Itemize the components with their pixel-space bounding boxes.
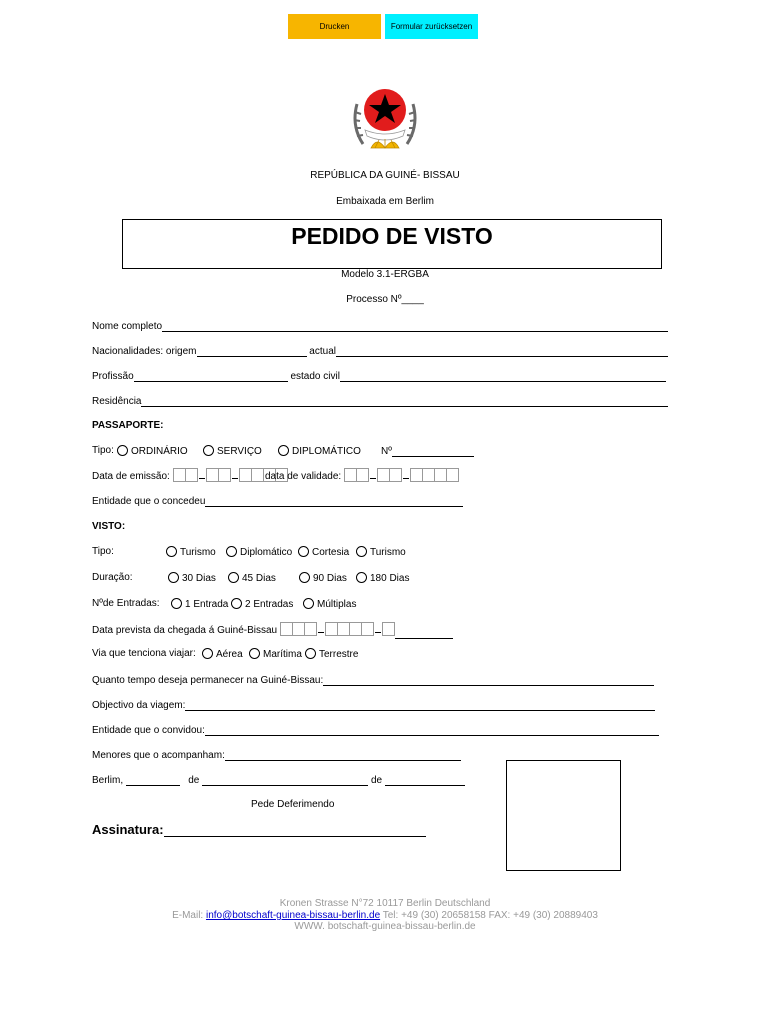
visa-type-turismo-2[interactable]: Turismo bbox=[356, 546, 406, 558]
route-aerea[interactable]: Aérea bbox=[202, 648, 243, 660]
visa-type-label: Tipo: bbox=[92, 546, 114, 557]
entries-multiple[interactable]: Múltiplas bbox=[303, 598, 356, 610]
entries-label: Nºde Entradas: bbox=[92, 598, 160, 609]
email-link[interactable]: info@botschaft-guinea-bissau-berlin.de bbox=[205, 910, 381, 921]
request-note: Pede Deferimendo bbox=[251, 799, 335, 810]
duration-30[interactable]: 30 Dias bbox=[168, 572, 216, 584]
footer-website: WWW. botschaft-guinea-bissau-berlin.de bbox=[294, 921, 476, 932]
full-name-field[interactable]: Nome completo bbox=[92, 320, 668, 332]
footer-address: Kronen Strasse N°72 10117 Berlin Deutschland bbox=[279, 898, 491, 909]
stay-duration-field[interactable]: Quanto tempo deseja permanecer na Guiné-Bissau: bbox=[92, 674, 654, 686]
print-button[interactable]: Drucken bbox=[288, 14, 381, 39]
signature-field[interactable]: Assinatura: bbox=[92, 822, 426, 837]
entries-2[interactable]: 2 Entradas bbox=[231, 598, 293, 610]
page-title: PEDIDO DE VISTO bbox=[291, 223, 493, 249]
duration-180[interactable]: 180 Dias bbox=[356, 572, 409, 584]
issue-date-field[interactable]: Data de emissão: bbox=[92, 468, 288, 485]
residence-field[interactable]: Residência bbox=[92, 395, 668, 407]
place-date-field[interactable]: Berlim, de de bbox=[92, 774, 465, 786]
visa-heading: VISTO: bbox=[92, 521, 126, 532]
route-terrestre[interactable]: Terrestre bbox=[305, 648, 358, 660]
passport-heading: PASSAPORTE: bbox=[92, 420, 164, 431]
photo-box bbox=[506, 760, 621, 871]
coat-of-arms-icon bbox=[345, 86, 425, 165]
passport-type-diplomatico[interactable]: DIPLOMÁTICO bbox=[278, 445, 361, 457]
passport-number-field[interactable]: Nº bbox=[381, 445, 474, 457]
visa-type-turismo[interactable]: Turismo bbox=[166, 546, 216, 558]
profession-row[interactable]: Profissão estado civil bbox=[92, 370, 666, 382]
issuing-authority-field[interactable]: Entidade que o concedeu bbox=[92, 495, 463, 507]
footer-contact: E-Mail: info@botschaft-guinea-bissau-berlin.de Tel: +49 (30) 20658158 FAX: +49 (30) 20889403 bbox=[172, 910, 598, 921]
republic-heading: REPÚBLICA DA GUINÉ- BISSAU bbox=[310, 170, 460, 181]
duration-label: Duração: bbox=[92, 572, 133, 583]
expiry-date-field[interactable]: data de validade: bbox=[265, 468, 459, 485]
duration-45[interactable]: 45 Dias bbox=[228, 572, 276, 584]
accompanying-minors-field[interactable]: Menores que o acompanham: bbox=[92, 749, 461, 761]
passport-type-servico[interactable]: SERVIÇO bbox=[203, 445, 262, 457]
visa-type-diplomatico[interactable]: Diplomático bbox=[226, 546, 292, 558]
reset-form-button[interactable]: Formular zurücksetzen bbox=[385, 14, 478, 39]
entries-1[interactable]: 1 Entrada bbox=[171, 598, 228, 610]
model-label: Modelo 3.1-ERGBA bbox=[341, 269, 429, 280]
process-number[interactable]: Processo Nº____ bbox=[346, 294, 424, 305]
arrival-date-field[interactable]: Data prevista da chegada á Guiné-Bissau bbox=[92, 622, 453, 639]
trip-purpose-field[interactable]: Objectivo da viagem: bbox=[92, 699, 655, 711]
visa-type-cortesia[interactable]: Cortesia bbox=[298, 546, 349, 558]
travel-route-label: Via que tenciona viajar: bbox=[92, 648, 196, 659]
passport-type-ordinario[interactable]: ORDINÁRIO bbox=[117, 445, 188, 457]
passport-type-label: Tipo: bbox=[92, 445, 114, 456]
nationality-row[interactable]: Nacionalidades: origem actual bbox=[92, 345, 668, 357]
inviting-entity-field[interactable]: Entidade que o convidou: bbox=[92, 724, 659, 736]
embassy-heading: Embaixada em Berlim bbox=[336, 196, 434, 207]
duration-90[interactable]: 90 Dias bbox=[299, 572, 347, 584]
route-maritima[interactable]: Marítima bbox=[249, 648, 302, 660]
title-box bbox=[122, 219, 662, 269]
